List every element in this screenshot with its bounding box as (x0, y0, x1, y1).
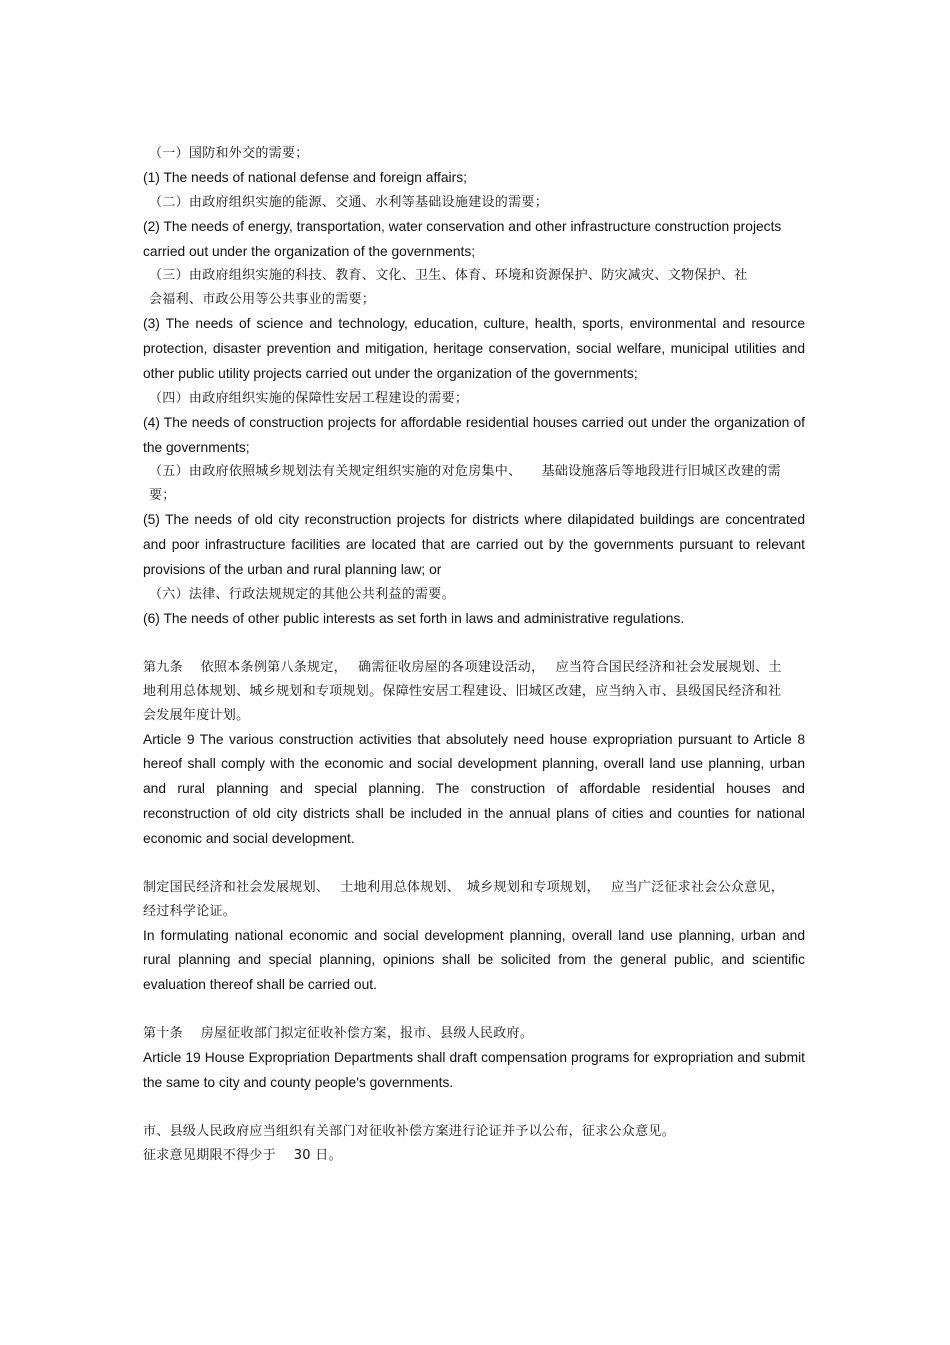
item-2-zh: （二）由政府组织实施的能源、交通、水利等基础设施建设的需要； (149, 194, 549, 210)
spacer (143, 1096, 805, 1120)
article-9-en: Article 9 The various construction activities that absolutely need house expropriation pursuant to Article 8 hereof shall comply with the economic and social development planning, overall land use planning, urban and rural planning and special planning. The construction of affordable residential houses and reconstruction of old city districts shall be included in the annual plans of cities and counties for national economic and social development. (143, 731, 805, 846)
item-6-zh: （六）法律、行政法规规定的其他公共利益的需要。 (149, 586, 455, 602)
spacer (143, 998, 805, 1022)
planning-en: In formulating national economic and social development planning, overall land use planning, urban and rural planning and special planning, opinions shall be solicited from the general public, and scientific evaluation thereof shall be carried out. (143, 927, 805, 993)
item-3-en: (3) The needs of science and technology, education, culture, health, sports, environmental and resource protection, disaster prevention and mitigation, heritage conservation, social welfare, municipal utilities and other public utility projects carried out under the organization of the governments; (143, 316, 805, 381)
item-1-zh: （一）国防和外交的需要； (149, 146, 309, 161)
document-body (143, 142, 805, 1168)
article-9-zh: 第九条 依照本条例第八条规定， 确需征收房屋的各项建设活动， 应当符合国民经济和社会发展规划、土地利用总体规划、城乡规划和专项规划。保障性安居工程建设、旧城区改建，应当纳入市、县级国民经济和社会发展年度计划。 (143, 659, 782, 723)
item-4-zh: （四）由政府组织实施的保障性安居工程建设的需要； (149, 390, 469, 406)
article-10-zh: 第十条 房屋征收部门拟定征收补偿方案，报市、县级人民政府。 (143, 1025, 534, 1041)
planning-zh: 制定国民经济和社会发展规划、 土地利用总体规划、 城乡规划和专项规划， 应当广泛征求社会公众意见，经过科学论证。 (143, 879, 785, 919)
item-5-zh: （五）由政府依照城乡规划法有关规定组织实施的对危房集中、 基础设施落后等地段进行旧城区改建的需要； (149, 464, 781, 504)
item-5-en: (5) The needs of old city reconstruction projects for districts where dilapidated buildings are concentrated and poor infrastructure facilities are located that are carried out by the governments pursuant to relevant provisions of the urban and rural planning law; or (143, 512, 805, 577)
item-1-en: (1) The needs of national defense and foreign affairs; (143, 170, 467, 185)
spacer (143, 852, 805, 876)
comment-period-zh: 征求意见期限不得少于 30 日。 (143, 1147, 342, 1163)
article-10-en: Article 19 House Expropriation Departments shall draft compensation programs for expropriation and submit the same to city and county people's governments. (143, 1049, 805, 1090)
item-4-en: (4) The needs of construction projects for affordable residential houses carried out under the organization of the governments; (143, 414, 805, 455)
item-2-en: (2) The needs of energy, transportation, water conservation and other infrastructure construction projects carried out under the organization of the governments; (143, 218, 782, 259)
publication-zh: 市、县级人民政府应当组织有关部门对征收补偿方案进行论证并予以公布，征求公众意见。 (143, 1123, 676, 1139)
item-6-en: (6) The needs of other public interests as set forth in laws and administrative regulations. (143, 610, 685, 626)
spacer (143, 632, 805, 656)
item-3-zh: （三）由政府组织实施的科技、教育、文化、卫生、体育、环境和资源保护、防灾减灾、文物保护、社会福利、市政公用等公共事业的需要； (149, 268, 748, 308)
